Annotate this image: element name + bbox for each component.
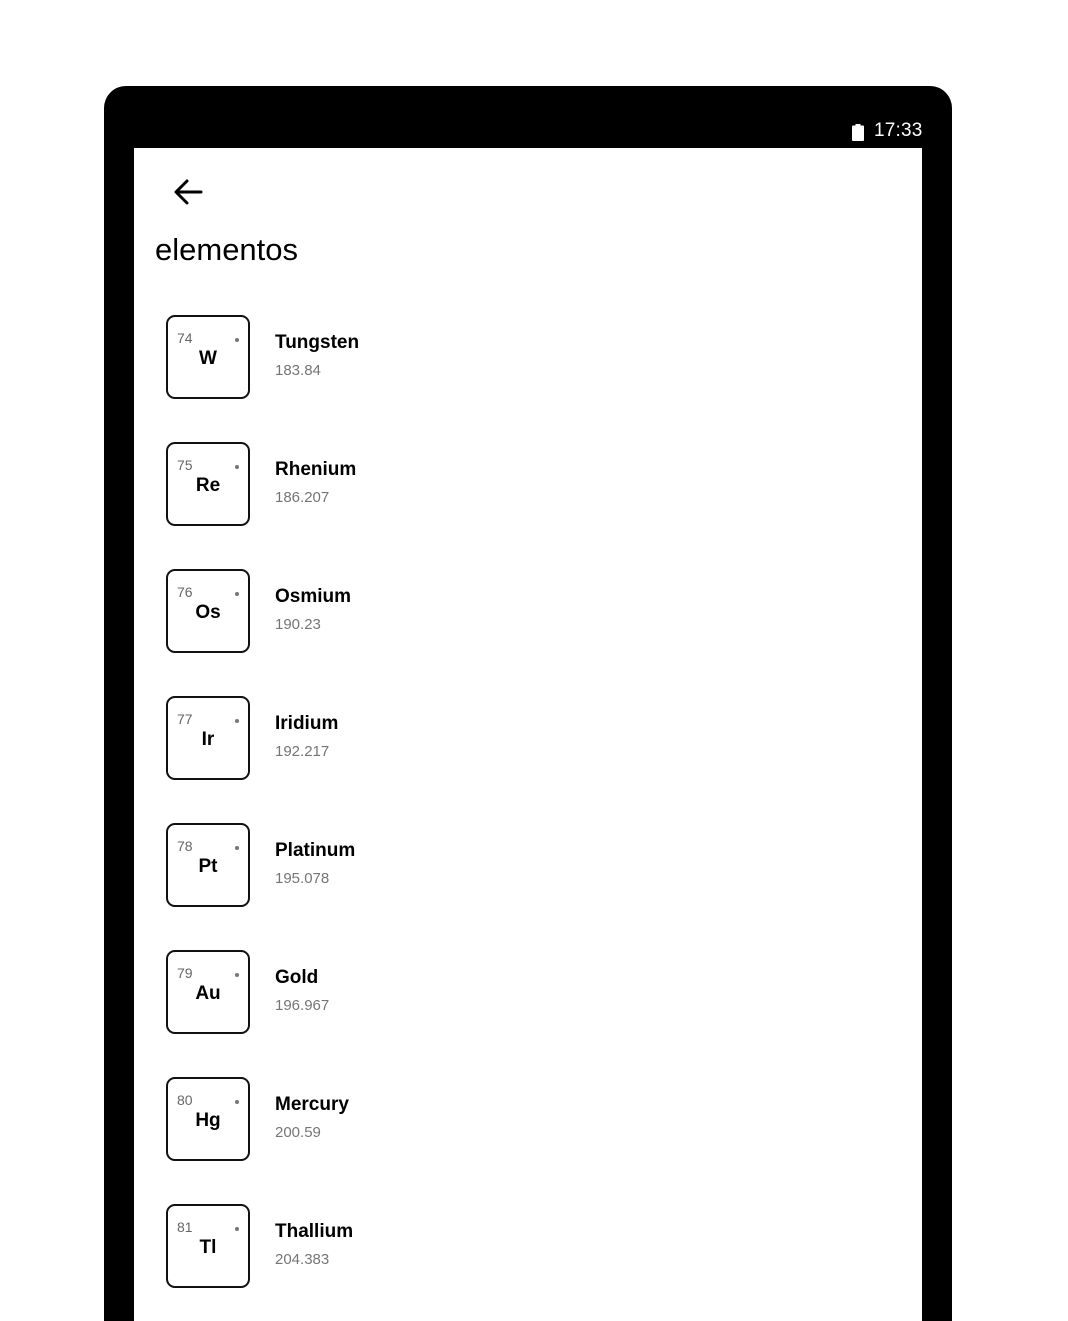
element-symbol: Ir [201,729,215,750]
atomic-mass: 195.078 [275,870,330,887]
status-bar [104,86,952,148]
element-tile [166,1077,250,1161]
element-name: Tungsten [275,332,360,353]
element-symbol: Au [195,983,221,1004]
dot-icon [235,719,239,723]
atomic-number: 75 [177,457,193,473]
element-name: Platinum [275,840,356,861]
element-row[interactable] [134,1076,922,1203]
dot-icon [235,338,239,342]
element-symbol: Re [195,475,221,496]
battery-full-icon [852,124,864,141]
element-tile [166,569,250,653]
element-tile [166,823,250,907]
atomic-number: 77 [177,711,193,727]
element-tile [166,1204,250,1288]
app-screen [134,148,922,1321]
element-row[interactable] [134,568,922,695]
element-name: Rhenium [275,459,357,480]
atomic-number: 80 [177,1092,193,1108]
element-symbol: W [199,348,217,369]
dot-icon [235,846,239,850]
element-symbol: Pt [198,856,218,877]
element-tile [166,696,250,780]
dot-icon [235,1227,239,1231]
atomic-mass: 200.59 [275,1124,321,1141]
device-frame [104,86,952,1321]
atomic-number: 74 [177,330,193,346]
atomic-mass: 190.23 [275,616,321,633]
element-name: Thallium [275,1221,354,1242]
element-tile [166,950,250,1034]
dot-icon [235,592,239,596]
atomic-mass: 186.207 [275,489,330,506]
atomic-mass: 196.967 [275,997,330,1014]
atomic-mass: 204.383 [275,1251,330,1268]
element-name: Iridium [275,713,339,734]
element-list [134,314,922,1321]
element-row[interactable] [134,822,922,949]
dot-icon [235,973,239,977]
element-name: Gold [275,967,319,988]
atomic-mass: 192.217 [275,743,330,760]
atomic-number: 78 [177,838,193,854]
element-row[interactable] [134,1203,922,1321]
atomic-mass: 183.84 [275,362,321,379]
element-symbol: Hg [195,1110,221,1131]
element-name: Osmium [275,586,352,607]
element-row[interactable] [134,441,922,568]
atomic-number: 79 [177,965,193,981]
element-row[interactable] [134,314,922,441]
atomic-number: 81 [177,1219,193,1235]
element-tile [166,442,250,526]
dot-icon [235,465,239,469]
element-symbol: Os [195,602,221,623]
dot-icon [235,1100,239,1104]
back-button[interactable] [162,168,214,216]
atomic-number: 76 [177,584,193,600]
arrow-left-icon [172,176,204,208]
element-tile [166,315,250,399]
element-row[interactable] [134,695,922,822]
element-name: Mercury [275,1094,349,1115]
element-row[interactable] [134,949,922,1076]
status-time: 17:33 [874,120,923,141]
element-symbol: Tl [199,1237,217,1258]
page-title: elementos [155,232,299,267]
